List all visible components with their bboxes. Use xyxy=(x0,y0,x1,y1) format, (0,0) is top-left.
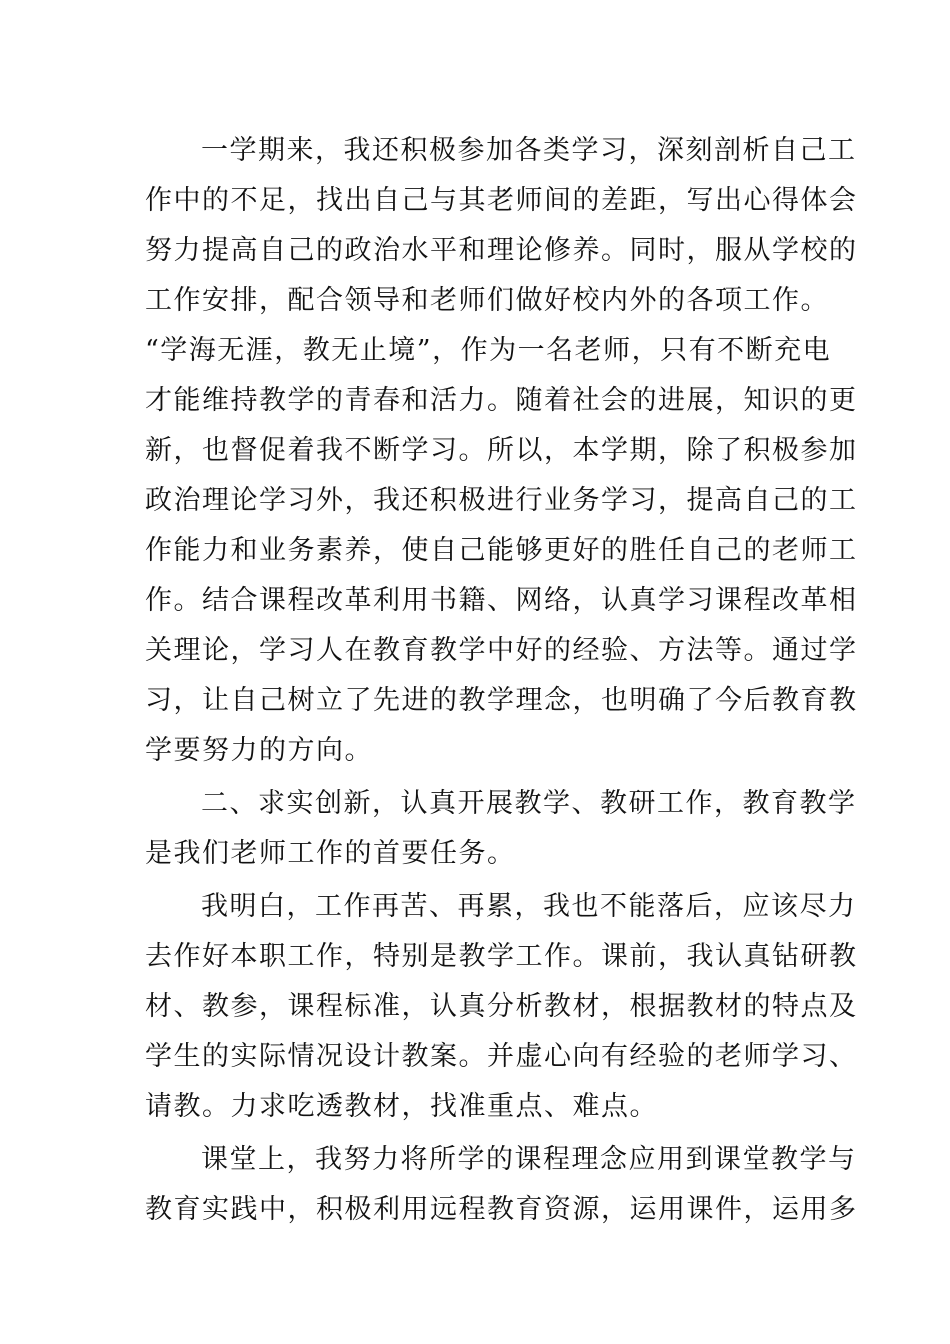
paragraph-line: 作中的不足，找出自己与其老师间的差距，写出心得体会 xyxy=(145,185,858,216)
paragraph-line: 才能维持教学的青春和活力。随着社会的进展，知识的更 xyxy=(145,385,858,416)
paragraph-line: 教育实践中，积极利用远程教育资源，运用课件，运用多 xyxy=(145,1194,858,1225)
paragraph-line: “学海无涯，教无止境”，作为一名老师，只有不断充电 xyxy=(145,335,832,366)
paragraph-line: 学要努力的方向。 xyxy=(145,735,373,766)
paragraph-line: 去作好本职工作，特别是教学工作。课前，我认真钻研教 xyxy=(145,941,858,972)
paragraph-line: 一学期来，我还积极参加各类学习，深刻剖析自己工 xyxy=(201,135,857,166)
paragraph-line: 作。结合课程改革利用书籍、网络，认真学习课程改革相 xyxy=(145,585,858,616)
paragraph-line: 请教。力求吃透教材，找准重点、难点。 xyxy=(145,1091,658,1122)
paragraph-line: 努力提高自己的政治水平和理论修养。同时，服从学校的 xyxy=(145,235,858,266)
paragraph-line: 作能力和业务素养，使自己能够更好的胜任自己的老师工 xyxy=(145,535,858,566)
paragraph-line: 课堂上，我努力将所学的课程理念应用到课堂教学与 xyxy=(201,1144,857,1175)
paragraph-line: 习，让自己树立了先进的教学理念，也明确了今后教育教 xyxy=(145,685,858,716)
document-body xyxy=(145,126,858,1235)
paragraph-line: 学生的实际情况设计教案。并虚心向有经验的老师学习、 xyxy=(145,1041,858,1072)
section-heading-line: 是我们老师工作的首要任务。 xyxy=(145,838,516,869)
paragraph-line: 我明白，工作再苦、再累，我也不能落后，应该尽力 xyxy=(201,891,857,922)
paragraph-line: 材、教参，课程标准，认真分析教材，根据教材的特点及 xyxy=(145,991,858,1022)
paragraph-line: 工作安排，配合领导和老师们做好校内外的各项工作。 xyxy=(145,285,829,316)
paragraph-line: 关理论，学习人在教育教学中好的经验、方法等。通过学 xyxy=(145,635,858,666)
paragraph-line: 新，也督促着我不断学习。所以，本学期，除了积极参加 xyxy=(145,435,858,466)
paragraph-line: 政治理论学习外，我还积极进行业务学习，提高自己的工 xyxy=(145,485,858,516)
section-heading-line: 二、求实创新，认真开展教学、教研工作，教育教学 xyxy=(201,788,857,819)
